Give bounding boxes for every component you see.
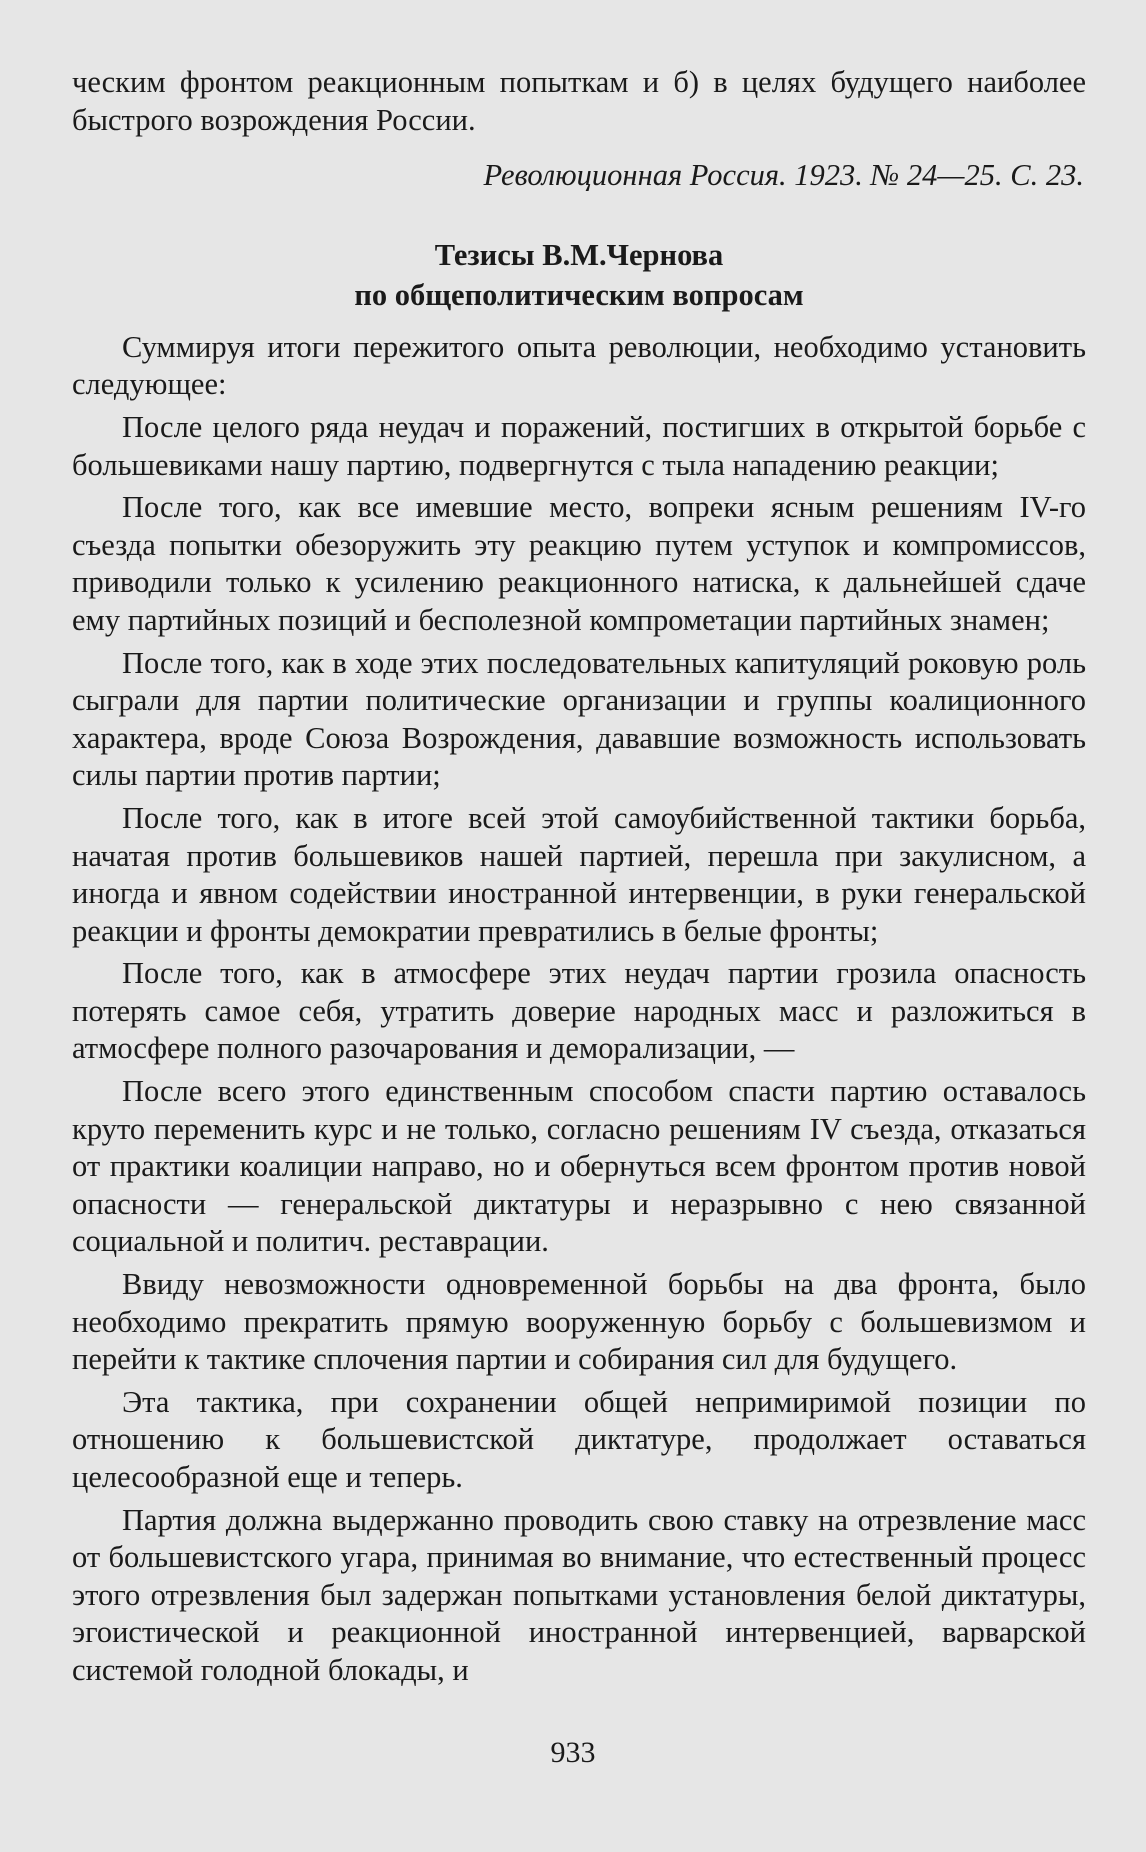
intro-text: ческим фронтом реакционным попыткам и б) в целях будущего наиболее быстрого возрождения России. (72, 65, 1086, 137)
paragraph: Эта тактика, при сохранении общей непримиримой позиции по отношению к большевистской диктатуре, продолжает оставаться целесообразной еще и теперь. (72, 1384, 1086, 1494)
section-heading (72, 235, 1086, 315)
source-citation: Революционная Россия. 1923. № 24—25. С. 23. (483, 158, 1084, 193)
paragraph: После того, как в ходе этих последовательных капитуляций роковую роль сыграли для партии политические организации и группы коалиционного характера, вроде Союза Возрождения, дававшие возможность использовать силы партии против партии; (72, 645, 1086, 793)
paragraph: Суммируя итоги пережитого опыта революции, необходимо установить следующее: (72, 329, 1086, 402)
paragraph: Партия должна выдержанно проводить свою ставку на отрезвление масс от большевистского угара, принимая во внимание, что естественный процесс этого отрезвления был задержан попытками установления белой диктатуры, эгоистической и реакционной иностранной интервенцией, варварской системой голодной блокады, и (72, 1502, 1086, 1687)
page-number: 933 (550, 1736, 596, 1769)
heading-line-2: по общеполитическим вопросам (354, 277, 804, 312)
paragraph: После того, как в итоге всей этой самоубийственной тактики борьба, начатая против большевиков нашей партией, перешла при закулисном, а иногда и явном содействии иностранной интервенции, в руки генеральской реакции и фронты демократии превратились в белые фронты; (72, 800, 1086, 948)
paragraph: Ввиду невозможности одновременной борьбы на два фронта, было необходимо прекратить прямую вооруженную борьбу с большевизмом и перейти к тактике сплочения партии и собирания сил для будущего. (72, 1267, 1086, 1377)
paragraph: После всего этого единственным способом спасти партию оставалось круто переменить курс и не только, согласно решениям IV съезда, отказаться от практики коалиции направо, но и обернуться всем фронтом против новой опасности — генеральской диктатуры и неразрывно с нею связанной социальной и политич. реставрации. (72, 1074, 1086, 1259)
paragraph: После того, как все имевшие место, вопреки ясным решениям IV-го съезда попытки обезоружить эту реакцию путем уступок и компромиссов, приводили только к усилению реакционного натиска, к дальнейшей сдаче ему партийных позиций и бесполезной компрометации партийных знамен; (72, 490, 1086, 637)
paragraph: После целого ряда неудач и поражений, постигших в открытой борьбе с большевиками нашу партию, подвергнутся с тыла нападению реакции; (72, 409, 1086, 482)
page-text (72, 64, 1086, 1690)
heading-line-1: Тезисы В.М.Чернова (434, 237, 724, 272)
paragraph: После того, как в атмосфере этих неудач партии грозила опасность потерять самое себя, утратить доверие народных масс и разложиться в атмосфере полного разочарования и деморализации, — (72, 956, 1086, 1066)
